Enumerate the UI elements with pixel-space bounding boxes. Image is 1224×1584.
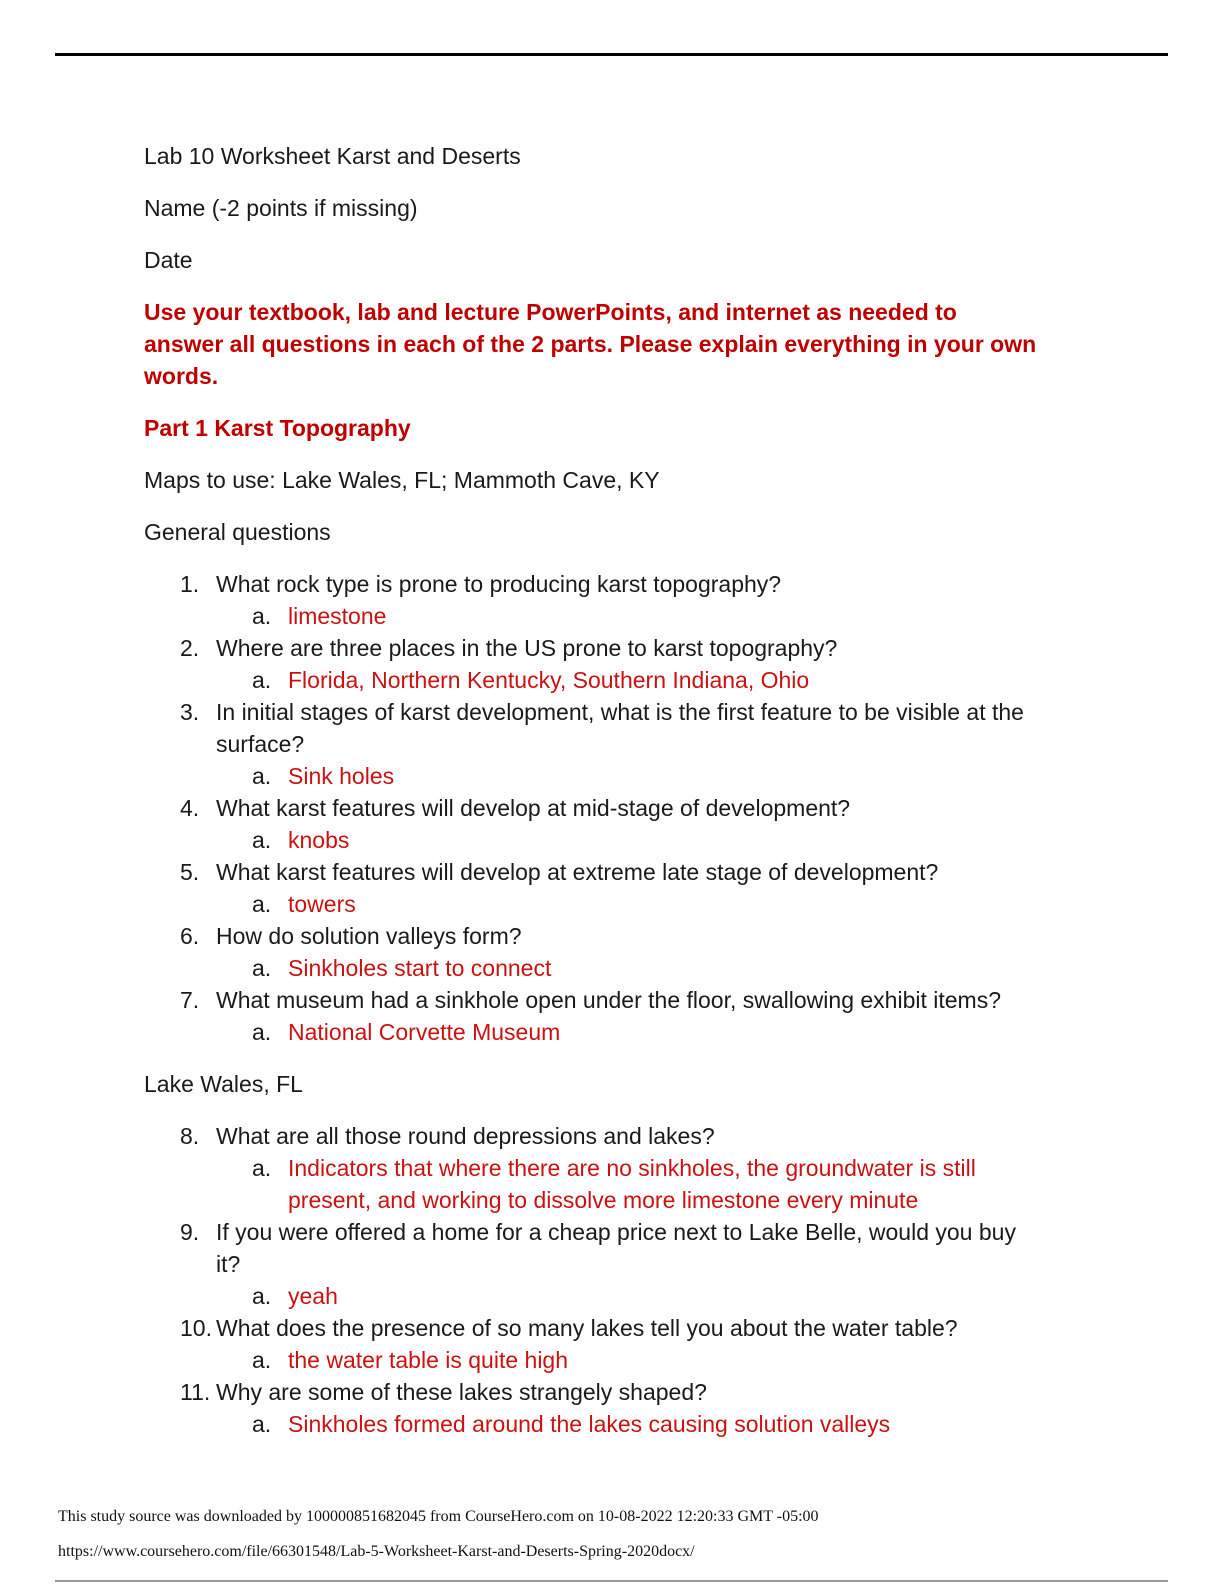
question-row — [180, 568, 1085, 600]
answer-row — [252, 760, 1085, 792]
answer-line-2: present, and working to dissolve more limestone every minute — [288, 1187, 919, 1213]
instructions-line-2: answer all questions in each of the 2 parts. Please explain everything in your own — [144, 331, 1037, 357]
question-number: 5. — [180, 859, 200, 885]
question-text: What are all those round depressions and lakes? — [216, 1123, 715, 1149]
question-row — [180, 696, 1085, 760]
question-line-1: In initial stages of karst development, what is the first feature to be visible at the — [216, 699, 1024, 725]
answer-row — [252, 1152, 1085, 1216]
question-text: What does the presence of so many lakes tell you about the water table? — [216, 1315, 958, 1341]
question-text: What museum had a sinkhole open under the floor, swallowing exhibit items? — [216, 987, 1001, 1013]
question-text: Why are some of these lakes strangely shaped? — [216, 1379, 707, 1405]
question-item-6 — [144, 920, 1085, 984]
answer-letter: a. — [252, 603, 272, 629]
answer-text: Florida, Northern Kentucky, Southern Indiana, Ohio — [288, 667, 810, 693]
question-number: 2. — [180, 635, 200, 661]
answer-row — [252, 664, 1085, 696]
question-row — [180, 1312, 1085, 1344]
footer-download-info: This study source was downloaded by 100000851682045 from CourseHero.com on 10-08-2022 12:20:33 GMT -05:00 — [58, 1508, 819, 1525]
date-line: Date — [144, 247, 193, 273]
answer-letter: a. — [252, 1283, 272, 1309]
answer-row — [252, 600, 1085, 632]
answer-text: limestone — [288, 603, 387, 629]
question-line-1: If you were offered a home for a cheap price next to Lake Belle, would you buy — [216, 1219, 1016, 1245]
answer-text: knobs — [288, 827, 350, 853]
answer-row — [252, 1408, 1085, 1440]
answer-letter: a. — [252, 667, 272, 693]
question-text — [216, 696, 1085, 760]
answer-text: the water table is quite high — [288, 1347, 569, 1373]
question-number: 1. — [180, 571, 200, 597]
question-number: 11. — [180, 1379, 211, 1405]
question-item-10 — [144, 1312, 1085, 1376]
answer-letter: a. — [252, 891, 272, 917]
question-row — [180, 1120, 1085, 1152]
question-row — [180, 984, 1085, 1016]
answer-row — [252, 824, 1085, 856]
answer-row — [252, 888, 1085, 920]
question-item-2 — [144, 632, 1085, 696]
question-row — [180, 920, 1085, 952]
question-row — [180, 1376, 1085, 1408]
name-line: Name (-2 points if missing) — [144, 195, 418, 221]
instructions-line-1: Use your textbook, lab and lecture PowerPoints, and internet as needed to — [144, 299, 957, 325]
question-line-2: surface? — [216, 731, 305, 757]
question-text: What karst features will develop at extreme late stage of development? — [216, 859, 939, 885]
answer-row — [252, 1016, 1085, 1048]
question-text — [216, 1216, 1085, 1280]
answer-text: towers — [288, 891, 356, 917]
answer-letter: a. — [252, 955, 272, 981]
question-number: 8. — [180, 1123, 200, 1149]
question-text: Where are three places in the US prone to karst topography? — [216, 635, 838, 661]
answer-letter: a. — [252, 1411, 272, 1437]
question-item-4 — [144, 792, 1085, 856]
question-row — [180, 1216, 1085, 1280]
answer-letter: a. — [252, 1019, 272, 1045]
question-line-2: it? — [216, 1251, 241, 1277]
question-row — [180, 856, 1085, 888]
footer-source-url[interactable]: https://www.coursehero.com/file/66301548/Lab-5-Worksheet-Karst-and-Deserts-Spring-2020docx/ — [58, 1543, 695, 1560]
question-number: 4. — [180, 795, 200, 821]
question-number: 7. — [180, 987, 200, 1013]
maps-line: Maps to use: Lake Wales, FL; Mammoth Cave, KY — [144, 467, 660, 493]
document-body — [144, 140, 1085, 1460]
instructions-paragraph — [144, 296, 1085, 392]
question-item-7 — [144, 984, 1085, 1048]
instructions-line-3: words. — [144, 363, 219, 389]
question-item-1 — [144, 568, 1085, 632]
question-text: What karst features will develop at mid-stage of development? — [216, 795, 851, 821]
question-number: 6. — [180, 923, 200, 949]
page-title: Lab 10 Worksheet Karst and Deserts — [144, 143, 521, 169]
general-questions-heading: General questions — [144, 519, 331, 545]
answer-text: Sinkholes formed around the lakes causing solution valleys — [288, 1411, 891, 1437]
answer-row — [252, 952, 1085, 984]
answer-letter: a. — [252, 1155, 272, 1181]
question-number: 9. — [180, 1219, 200, 1245]
answer-text: Sink holes — [288, 763, 395, 789]
lake-wales-heading: Lake Wales, FL — [144, 1071, 303, 1097]
answer-text: yeah — [288, 1283, 338, 1309]
answer-line-1: Indicators that where there are no sinkholes, the groundwater is still — [288, 1155, 976, 1181]
question-text: How do solution valleys form? — [216, 923, 522, 949]
question-item-11 — [144, 1376, 1085, 1440]
answer-row — [252, 1344, 1085, 1376]
top-rule — [55, 53, 1168, 56]
general-question-list — [144, 568, 1085, 1048]
question-item-9 — [144, 1216, 1085, 1312]
answer-text — [288, 1152, 1085, 1216]
question-number: 3. — [180, 699, 200, 725]
bottom-rule — [55, 1580, 1168, 1582]
answer-text: Sinkholes start to connect — [288, 955, 552, 981]
answer-row — [252, 1280, 1085, 1312]
answer-text: National Corvette Museum — [288, 1019, 561, 1045]
answer-letter: a. — [252, 763, 272, 789]
question-item-8 — [144, 1120, 1085, 1216]
answer-letter: a. — [252, 827, 272, 853]
question-text: What rock type is prone to producing karst topography? — [216, 571, 782, 597]
question-item-5 — [144, 856, 1085, 920]
part1-heading: Part 1 Karst Topography — [144, 415, 411, 441]
answer-letter: a. — [252, 1347, 272, 1373]
question-item-3 — [144, 696, 1085, 792]
lake-wales-question-list — [144, 1120, 1085, 1440]
question-row — [180, 792, 1085, 824]
question-number: 10. — [180, 1315, 212, 1341]
question-row — [180, 632, 1085, 664]
